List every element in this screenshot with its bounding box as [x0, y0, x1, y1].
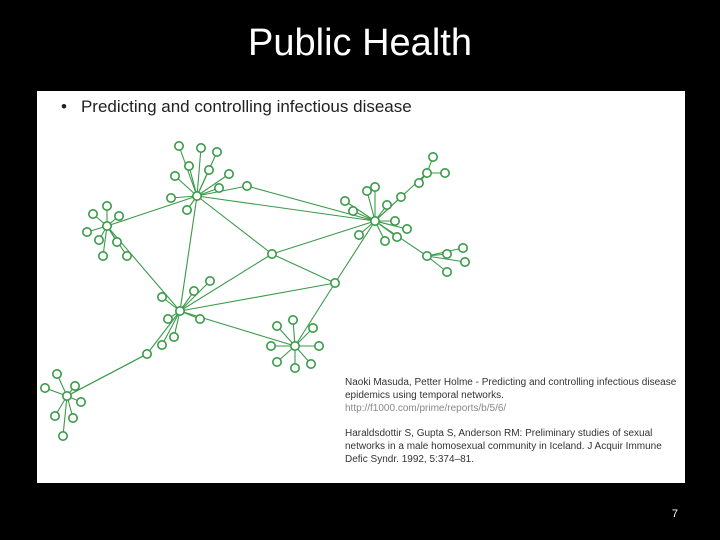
network-node: [315, 342, 323, 350]
network-node: [95, 236, 103, 244]
network-edge: [295, 283, 335, 346]
network-node: [403, 225, 411, 233]
network-node: [415, 179, 423, 187]
network-node: [206, 277, 214, 285]
network-node: [183, 206, 191, 214]
network-node: [381, 237, 389, 245]
network-node: [41, 384, 49, 392]
network-node: [459, 244, 467, 252]
network-node: [341, 197, 349, 205]
network-node: [83, 228, 91, 236]
network-node: [164, 315, 172, 323]
network-node: [158, 293, 166, 301]
network-node: [99, 252, 107, 260]
network-node: [167, 194, 175, 202]
network-node: [355, 231, 363, 239]
network-node: [393, 233, 401, 241]
network-node: [158, 341, 166, 349]
network-node: [115, 212, 123, 220]
references: [345, 376, 685, 478]
reference-1-text: Naoki Masuda, Petter Holme - Predicting and controlling infectious disease epidemics using temporal networks.: [345, 377, 677, 401]
network-node: [371, 183, 379, 191]
network-node: [291, 342, 299, 350]
network-node: [363, 187, 371, 195]
network-edge: [67, 354, 147, 396]
network-node: [175, 142, 183, 150]
reference-2-text: Haraldsdottir S, Gupta S, Anderson RM: Preliminary studies of sexual networks in a male homosexual community in Iceland. J Acquir Immune Defic Syndr. 1992, 5:374–81.: [345, 428, 662, 465]
network-node: [215, 184, 223, 192]
network-node: [225, 170, 233, 178]
network-node: [289, 316, 297, 324]
network-node: [309, 324, 317, 332]
network-node: [267, 342, 275, 350]
network-node: [170, 333, 178, 341]
network-node: [391, 217, 399, 225]
network-node: [423, 169, 431, 177]
network-node: [53, 370, 61, 378]
reference-1-url[interactable]: http://f1000.com/prime/reports/b/5/6/: [345, 403, 507, 414]
network-node: [171, 172, 179, 180]
network-node: [59, 432, 67, 440]
network-node: [185, 162, 193, 170]
network-node: [461, 258, 469, 266]
network-node: [441, 169, 449, 177]
network-node: [383, 201, 391, 209]
network-node: [196, 315, 204, 323]
network-node: [429, 153, 437, 161]
network-node: [71, 382, 79, 390]
network-node: [63, 392, 71, 400]
figure-panel: [37, 91, 685, 483]
network-node: [51, 412, 59, 420]
bullet-text: Predicting and controlling infectious disease: [80, 97, 412, 116]
network-node: [273, 358, 281, 366]
network-node: [89, 210, 97, 218]
network-node: [190, 287, 198, 295]
network-node: [143, 350, 151, 358]
network-node: [371, 217, 379, 225]
network-node: [307, 360, 315, 368]
network-node: [213, 148, 221, 156]
network-node: [273, 322, 281, 330]
network-node: [443, 250, 451, 258]
network-node: [291, 364, 299, 372]
network-node: [331, 279, 339, 287]
network-edge: [247, 186, 375, 221]
network-node: [193, 192, 201, 200]
network-node: [113, 238, 121, 246]
network-node: [397, 193, 405, 201]
network-node: [77, 398, 85, 406]
slide-title: Public Health: [248, 22, 472, 64]
network-node: [443, 268, 451, 276]
page-number: 7: [671, 508, 678, 520]
network-node: [243, 182, 251, 190]
network-node: [103, 222, 111, 230]
network-node: [103, 202, 111, 210]
network-node: [349, 207, 357, 215]
network-node: [205, 166, 213, 174]
network-node: [423, 252, 431, 260]
network-edge: [272, 254, 335, 283]
network-node: [176, 307, 184, 315]
network-node: [197, 144, 205, 152]
network-node: [69, 414, 77, 422]
network-node: [268, 250, 276, 258]
bullet-marker: •: [61, 97, 67, 116]
network-node: [123, 252, 131, 260]
network-edge: [335, 221, 375, 283]
